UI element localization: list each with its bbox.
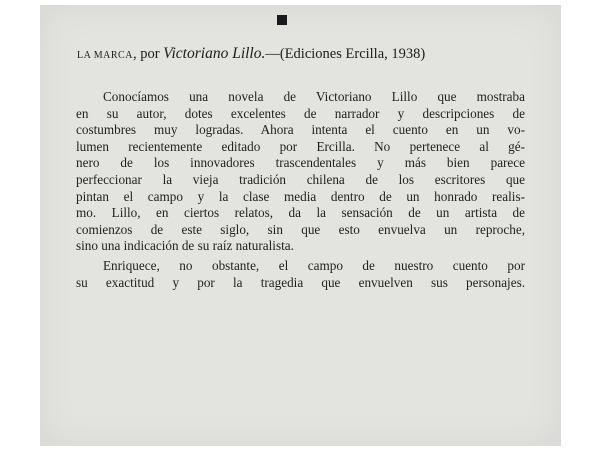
- text-line: comienzos de este siglo, sin que esto envuelva un reproche,: [76, 221, 525, 237]
- text-line: pintan el campo y la clase media dentro de un honrado realis-: [76, 188, 525, 204]
- by-text: , por: [132, 46, 164, 62]
- paragraph-2: [76, 258, 525, 291]
- publisher-info: —(Ediciones Ercilla, 1938): [265, 46, 426, 62]
- text-line: nero de los innovadores trascendentales y más bien parece: [76, 155, 525, 171]
- text-line: costumbres muy logradas. Ahora intenta el cuento en un vo-: [76, 122, 525, 138]
- text-line: en su autor, dotes excelentes de narrador y descripciones de: [76, 105, 525, 121]
- ornament-square-icon: [277, 15, 287, 25]
- text-line: Conocíamos una novela de Victoriano Lillo que mostraba: [103, 89, 525, 104]
- text-line: sino una indicación de su raíz naturalista.: [76, 238, 294, 254]
- paragraph-1: [76, 89, 525, 255]
- text-line: Enriquece, no obstante, el campo de nuestro cuento por: [103, 257, 525, 273]
- book-title: LA MARCA: [77, 50, 133, 61]
- text-line: su exactitud y por la tragedia que envuelven sus personajes.: [76, 274, 525, 290]
- text-line: mo. Lillo, en ciertos relatos, da la sensación de un artista de: [76, 205, 525, 221]
- scanned-page: [40, 5, 561, 446]
- review-heading: [77, 45, 547, 63]
- text-line: lumen recientemente editado por Ercilla. No pertenece al gé-: [76, 138, 525, 154]
- review-body: [76, 89, 525, 291]
- text-line: perfeccionar la vieja tradición chilena de los escritores que: [76, 171, 525, 187]
- author-name: Victoriano Lillo.: [163, 45, 266, 62]
